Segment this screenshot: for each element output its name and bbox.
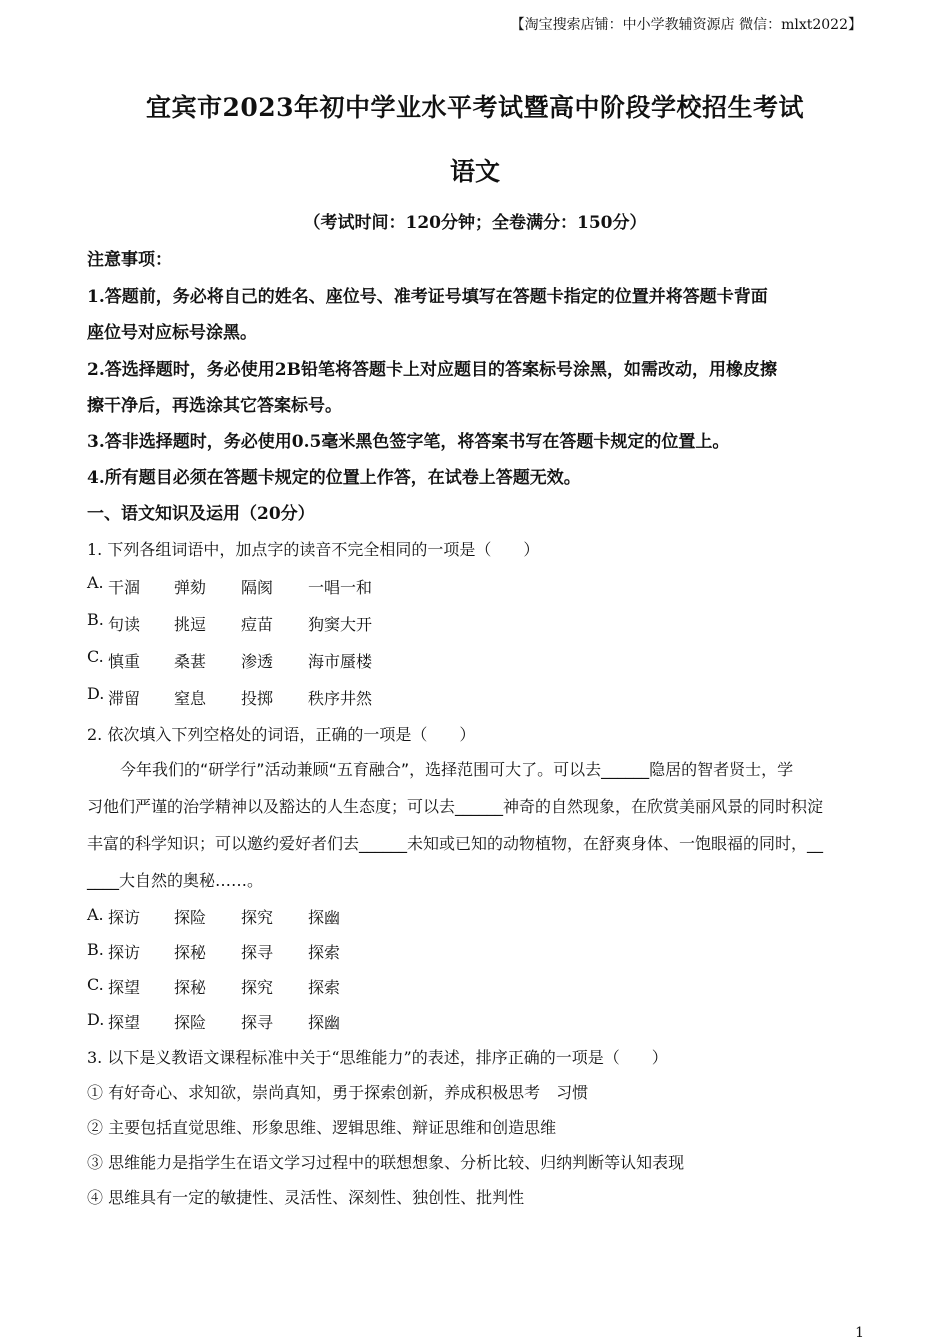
q3-item: ④ 思维具有一定的敏捷性、灵活性、深刻性、独创性、批判性 xyxy=(87,1188,525,1207)
q1-stem: 1. 下列各组词语中，加点字的读音不完全相同的一项是（ ） xyxy=(87,540,540,559)
note-line: 4.所有题目必须在答题卡规定的位置上作答，在试卷上答题无效。 xyxy=(87,468,581,488)
q3-item: ② 主要包括直觉思维、形象思维、逻辑思维、辩证思维和创造思维 xyxy=(87,1118,557,1137)
q2-stem: 2. 依次填入下列空格处的词语，正确的一项是（ ） xyxy=(87,725,476,744)
note-line: 2.答选择题时，务必使用2B铅笔将答题卡上对应题目的答案标号涂黑，如需改动，用橡皮擦 xyxy=(87,360,777,380)
subject-title: 语文 xyxy=(449,157,500,186)
note-line: 1.答题前，务必将自己的姓名、座位号、准考证号填写在答题卡指定的位置并将答题卡背面 xyxy=(87,287,768,307)
notes-heading: 注意事项： xyxy=(87,250,172,270)
exam-info: （考试时间：120分钟；全卷满分：150分） xyxy=(303,213,647,233)
passage-line: 今年我们的“研学行”活动兼顾“五育融合”，选择范围可大了。可以去______隐居的智者贤士，学 xyxy=(120,760,794,779)
passage-line: 丰富的科学知识；可以邀约爱好者们去______未知或已知的动物植物，在舒爽身体、一饱眼福的同时，__ xyxy=(87,834,824,853)
store-header: 【淘宝搜索店铺：中小学教辅资源店 微信：mlxt2022】 xyxy=(510,17,862,33)
page-number: 1 xyxy=(855,1325,864,1341)
note-line: 3.答非选择题时，务必使用0.5毫米黑色签字笔，将答案书写在答题卡规定的位置上。 xyxy=(87,432,730,452)
passage-line: 习他们严谨的治学精神以及豁达的人生态度；可以去______神奇的自然现象，在欣赏美丽风景的同时积淀 xyxy=(87,797,824,816)
exam-title: 宜宾市2023年初中学业水平考试暨高中阶段学校招生考试 xyxy=(145,93,805,122)
q3-item: ③ 思维能力是指学生在语文学习过程中的联想想象、分析比较、归纳判断等认知表现 xyxy=(87,1153,685,1172)
note-line: 擦干净后，再选涂其它答案标号。 xyxy=(87,396,342,416)
q3-stem: 3. 以下是义教语文课程标准中关于“思维能力”的表述，排序正确的一项是（ ） xyxy=(87,1048,668,1067)
section-heading: 一、语文知识及运用（20分） xyxy=(87,504,315,524)
note-line: 座位号对应标号涂黑。 xyxy=(87,323,257,343)
passage-line: ____大自然的奥秘……。 xyxy=(87,871,264,890)
q3-item: ① 有好奇心、求知欲，崇尚真知，勇于探索创新，养成积极思考 习惯 xyxy=(87,1083,589,1102)
